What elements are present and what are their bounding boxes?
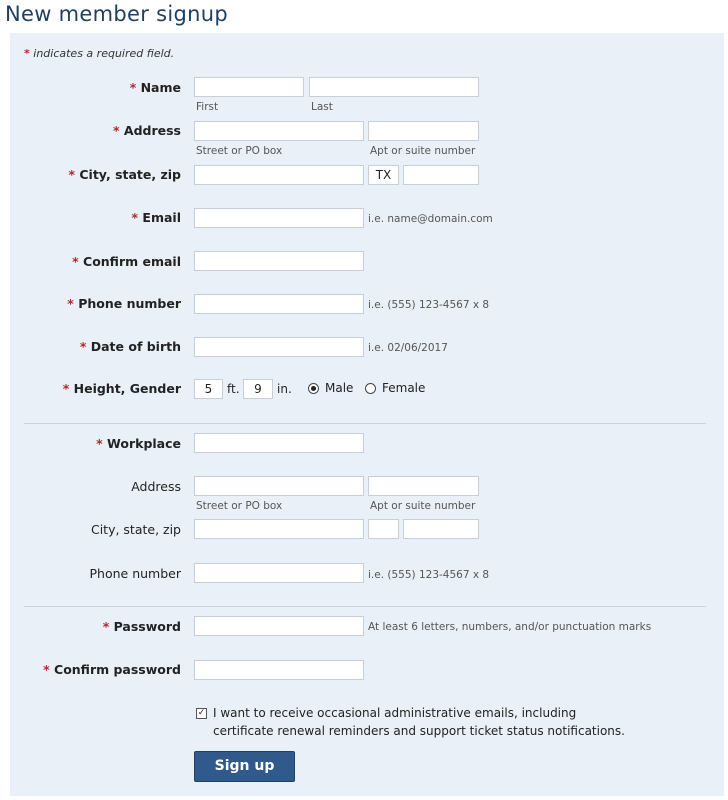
work-phone-hint: i.e. (555) 123-4567 x 8 (368, 569, 490, 581)
gender-male-radio[interactable] (308, 383, 319, 394)
consent-text[interactable]: I want to receive occasional administrative emails, including certificate renewal reminders and support ticket status notifications. (213, 706, 625, 738)
last-name-sublabel: Last (311, 101, 333, 113)
work-city-input[interactable] (194, 519, 364, 539)
apt-sublabel: Apt or suite number (370, 145, 476, 157)
work-phone-input[interactable] (194, 563, 364, 583)
dob-hint: i.e. 02/06/2017 (368, 342, 448, 354)
work-street-input[interactable] (194, 476, 364, 496)
height-gender-label: * Height, Gender (62, 381, 181, 396)
name-label: * Name (129, 80, 181, 95)
workplace-label: * Workplace (96, 436, 181, 451)
work-apt-input[interactable] (368, 476, 479, 496)
phone-hint: i.e. (555) 123-4567 x 8 (368, 299, 490, 311)
password-input[interactable] (194, 616, 364, 636)
email-hint: i.e. name@domain.com (368, 213, 493, 225)
sign-up-button[interactable]: Sign up (194, 751, 295, 782)
confirm-password-input[interactable] (194, 660, 364, 680)
section-divider (24, 606, 706, 607)
first-name-sublabel: First (196, 101, 219, 113)
height-feet-input[interactable]: 5 (194, 379, 223, 399)
work-state-input[interactable] (368, 519, 399, 539)
inches-unit: in. (277, 382, 292, 396)
street-input[interactable] (194, 121, 364, 141)
work-apt-sublabel: Apt or suite number (370, 500, 476, 512)
workplace-input[interactable] (194, 433, 364, 453)
city-state-zip-label: * City, state, zip (68, 167, 181, 182)
gender-female-radio[interactable] (365, 383, 376, 394)
phone-input[interactable] (194, 294, 364, 314)
required-note-text: indicates a required field. (33, 47, 175, 60)
first-name-input[interactable] (194, 77, 304, 97)
email-label: * Email (131, 210, 181, 225)
confirm-email-input[interactable] (194, 251, 364, 271)
required-star: * (24, 47, 30, 60)
confirm-email-label: * Confirm email (72, 254, 181, 269)
gender-female-label[interactable]: Female (382, 381, 426, 395)
work-address-label: Address (131, 479, 181, 494)
state-input[interactable]: TX (368, 165, 399, 185)
work-phone-label: Phone number (89, 566, 181, 581)
address-label: * Address (113, 123, 181, 138)
work-zip-input[interactable] (403, 519, 479, 539)
email-input[interactable] (194, 208, 364, 228)
consent-checkbox[interactable]: ✓ (197, 708, 206, 718)
signup-form-panel (10, 33, 724, 796)
gender-male-label[interactable]: Male (325, 381, 354, 395)
height-inches-input[interactable]: 9 (243, 379, 273, 399)
work-street-sublabel: Street or PO box (196, 500, 283, 512)
phone-label: * Phone number (67, 296, 181, 311)
zip-input[interactable] (403, 165, 479, 185)
required-field-note (24, 47, 174, 60)
password-label: * Password (102, 619, 181, 634)
work-city-state-zip-label: City, state, zip (90, 522, 181, 537)
password-hint: At least 6 letters, numbers, and/or punctuation marks (368, 621, 652, 633)
confirm-password-label: * Confirm password (43, 662, 181, 677)
page-title: New member signup (5, 2, 229, 26)
feet-unit: ft. (227, 382, 240, 396)
city-input[interactable] (194, 165, 364, 185)
apt-input[interactable] (368, 121, 479, 141)
street-sublabel: Street or PO box (196, 145, 283, 157)
dob-input[interactable] (194, 337, 364, 357)
dob-label: * Date of birth (79, 339, 181, 354)
last-name-input[interactable] (309, 77, 479, 97)
section-divider (24, 423, 706, 424)
